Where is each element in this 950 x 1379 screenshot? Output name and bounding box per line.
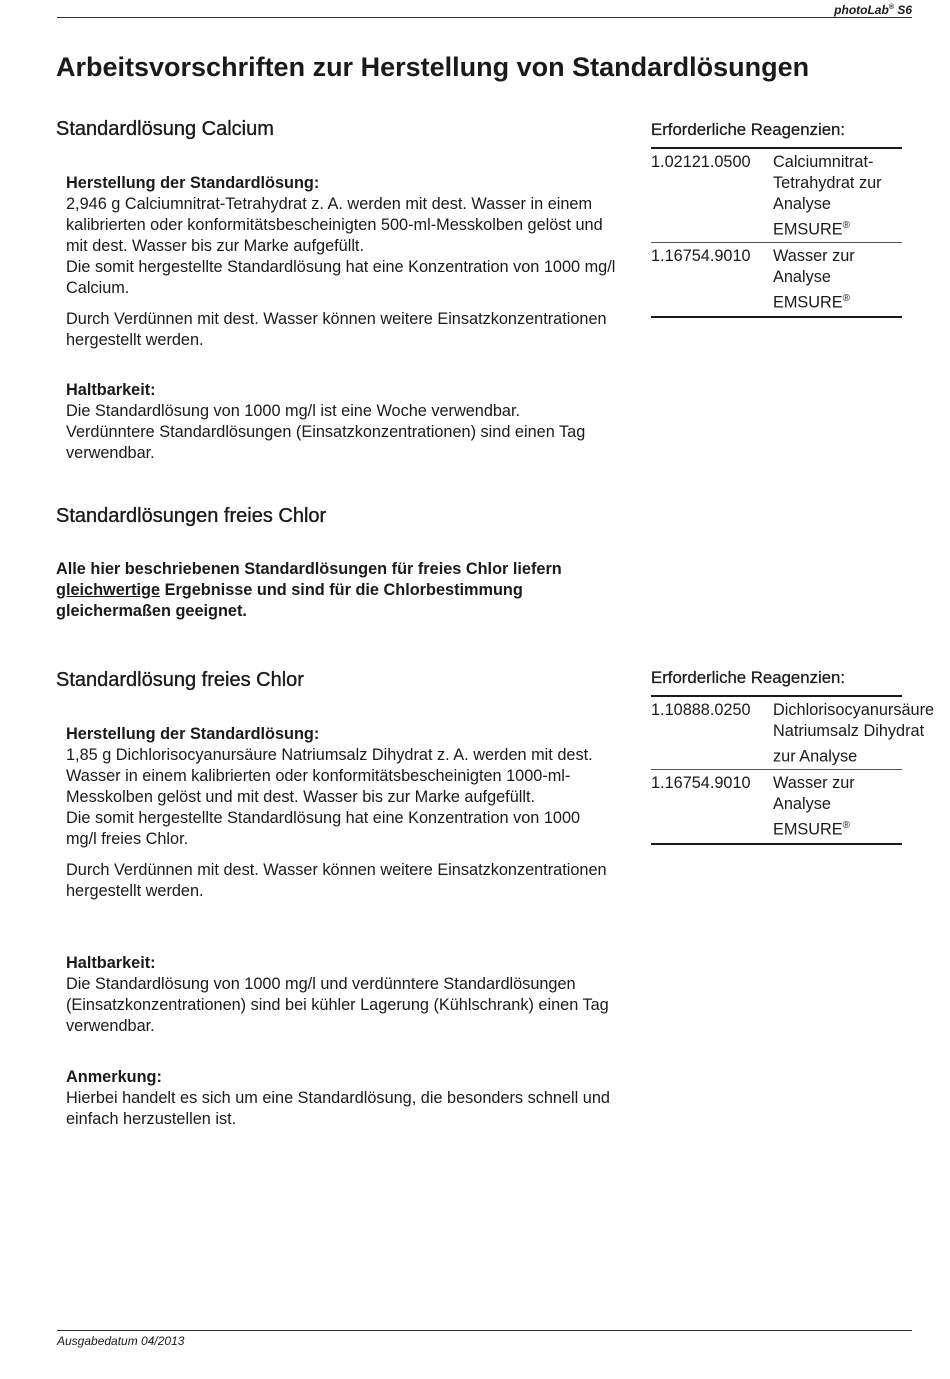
- reagent-name: Wasser zur Analyse EMSURE®: [773, 247, 855, 312]
- calcium-preparation: [66, 173, 626, 351]
- chlor-remark-text: Hierbei handelt es sich um eine Standardlösung, die besonders schnell und einfach herzustellen ist.: [66, 1089, 610, 1128]
- brand-registered-mark: ®: [888, 4, 894, 11]
- calcium-prep-label: Herstellung der Standardlösung:: [66, 174, 320, 192]
- reagent-row: [651, 243, 902, 317]
- calcium-shelf-text: Die Standardlösung von 1000 mg/l ist eine Woche verwendbar. Verdünntere Standardlösungen (Einsatzkonzentrationen) sind einen Tag verwendbar.: [66, 402, 586, 462]
- chlor-prep-text: 1,85 g Dichlorisocyanursäure Natriumsalz Dihydrat z. A. werden mit dest. Wasser in einem kalibrierten oder konformitätsbescheinigten 1000-ml-Messkolben gelöst und mit dest. Wasser bis zur Marke aufgefüllt.: [66, 746, 593, 806]
- underlined-word: gleichwertige: [56, 581, 161, 599]
- reagent-name: Wasser zur Analyse EMSURE®: [773, 774, 855, 839]
- chlor-reagents-title: Erforderliche Reagenzien:: [651, 667, 902, 697]
- calcium-conc-text: Die somit hergestellte Standardlösung hat eine Konzentration von 1000 mg/l Calcium.: [66, 258, 616, 297]
- brand-name: photoLab: [834, 3, 889, 17]
- reagent-name: Dichlorisocyanursäure Natriumsalz Dihydrat zur Analyse: [773, 701, 935, 766]
- brand-label: [834, 3, 912, 17]
- chlor-remark-label: Anmerkung:: [66, 1068, 162, 1086]
- registered-mark: ®: [842, 293, 851, 305]
- chlor-shelf-life: [66, 953, 621, 1037]
- reagent-name: Calciumnitrat-Tetrahydrat zur Analyse EMSURE®: [773, 153, 882, 239]
- calcium-reagents-title: Erforderliche Reagenzien:: [651, 119, 902, 149]
- reagent-code: 1.10888.0250: [651, 701, 751, 719]
- chlor-preparation: [66, 724, 611, 902]
- reagent-row: [651, 770, 902, 844]
- chlor-group-note: Alle hier beschriebenen Standardlösungen für freies Chlor liefern gleichwertige Ergebnisse und sind für die Chlorbestimmung gleichermaßen geeignet.: [56, 560, 562, 620]
- reagent-code: 1.16754.9010: [651, 247, 751, 266]
- brand-model: S6: [893, 3, 912, 17]
- header-rule: [57, 17, 912, 18]
- calcium-shelf-life: [66, 380, 606, 464]
- registered-mark: ®: [842, 220, 851, 231]
- reagent-code: 1.16754.9010: [651, 774, 751, 793]
- issue-date: Ausgabedatum 04/2013: [57, 1334, 185, 1348]
- chlor-reagents-table: [651, 667, 935, 845]
- calcium-heading: Standardlösung Calcium: [56, 118, 274, 140]
- chlor-remark: [66, 1067, 621, 1130]
- chlor-shelf-text: Die Standardlösung von 1000 mg/l und verdünntere Standardlösungen (Einsatzkonzentrationen) sind bei kühler Lagerung (Kühlschrank) einen Tag verwendbar.: [66, 975, 609, 1035]
- reagent-row: [651, 697, 935, 770]
- calcium-shelf-label: Haltbarkeit:: [66, 381, 156, 399]
- footer-rule: [57, 1330, 912, 1331]
- chlor-shelf-label: Haltbarkeit:: [66, 954, 156, 972]
- chlor-conc-text: Die somit hergestellte Standardlösung hat eine Konzentration von 1000 mg/l freies Chlor.: [66, 809, 581, 848]
- calcium-reagents-table: [651, 119, 902, 318]
- registered-mark: ®: [842, 820, 851, 832]
- calcium-dilution-text: Durch Verdünnen mit dest. Wasser können weitere Einsatzkonzentrationen hergestellt werden.: [66, 310, 607, 349]
- chlor-heading: Standardlösung freies Chlor: [56, 669, 304, 691]
- reagent-code: 1.02121.0500: [651, 153, 751, 171]
- reagent-row: [651, 149, 902, 243]
- page-title: Arbeitsvorschriften zur Herstellung von Standardlösungen: [56, 52, 810, 82]
- calcium-prep-text: 2,946 g Calciumnitrat-Tetrahydrat z. A. werden mit dest. Wasser in einem kalibrierten oder konformitätsbescheinigten 500-ml-Messkolben gelöst und mit dest. Wasser bis zur Marke aufgefüllt.: [66, 195, 603, 255]
- chlor-group-heading: Standardlösungen freies Chlor: [56, 505, 327, 527]
- chlor-prep-label: Herstellung der Standardlösung:: [66, 725, 320, 743]
- chlor-dilution-text: Durch Verdünnen mit dest. Wasser können weitere Einsatzkonzentrationen hergestellt werden.: [66, 861, 607, 900]
